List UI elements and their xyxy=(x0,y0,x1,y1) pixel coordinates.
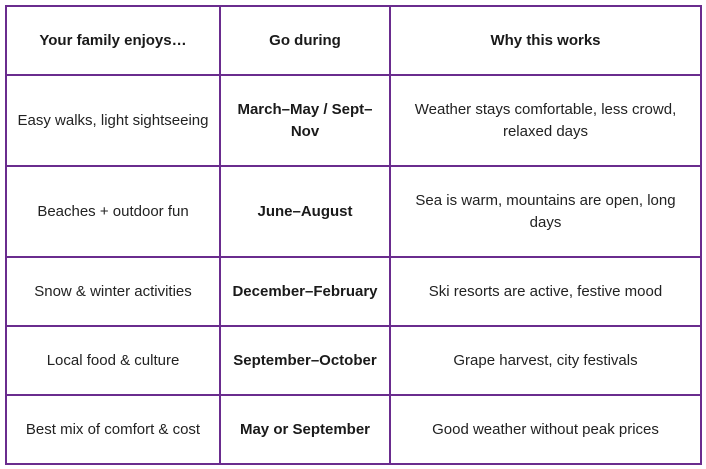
table-row xyxy=(6,326,701,395)
cell-enjoys: Best mix of comfort & cost xyxy=(6,395,220,464)
cell-why: Weather stays comfortable, less crowd, relaxed days xyxy=(390,75,701,166)
cell-when: June–August xyxy=(220,166,390,257)
header-go-during: Go during xyxy=(220,6,390,75)
cell-why: Good weather without peak prices xyxy=(390,395,701,464)
travel-season-table xyxy=(5,5,702,465)
table-row xyxy=(6,166,701,257)
table-row xyxy=(6,75,701,166)
table-row xyxy=(6,257,701,326)
cell-enjoys: Snow & winter activities xyxy=(6,257,220,326)
cell-when: December–February xyxy=(220,257,390,326)
cell-enjoys: Local food & culture xyxy=(6,326,220,395)
cell-when: March–May / Sept–Nov xyxy=(220,75,390,166)
header-family-enjoys: Your family enjoys… xyxy=(6,6,220,75)
table-header-row xyxy=(6,6,701,75)
cell-why: Grape harvest, city festivals xyxy=(390,326,701,395)
cell-when: September–October xyxy=(220,326,390,395)
cell-enjoys: Beaches + outdoor fun xyxy=(6,166,220,257)
table-row xyxy=(6,395,701,464)
cell-when: May or September xyxy=(220,395,390,464)
cell-why: Ski resorts are active, festive mood xyxy=(390,257,701,326)
cell-enjoys: Easy walks, light sightseeing xyxy=(6,75,220,166)
header-why-this-works: Why this works xyxy=(390,6,701,75)
cell-why: Sea is warm, mountains are open, long days xyxy=(390,166,701,257)
